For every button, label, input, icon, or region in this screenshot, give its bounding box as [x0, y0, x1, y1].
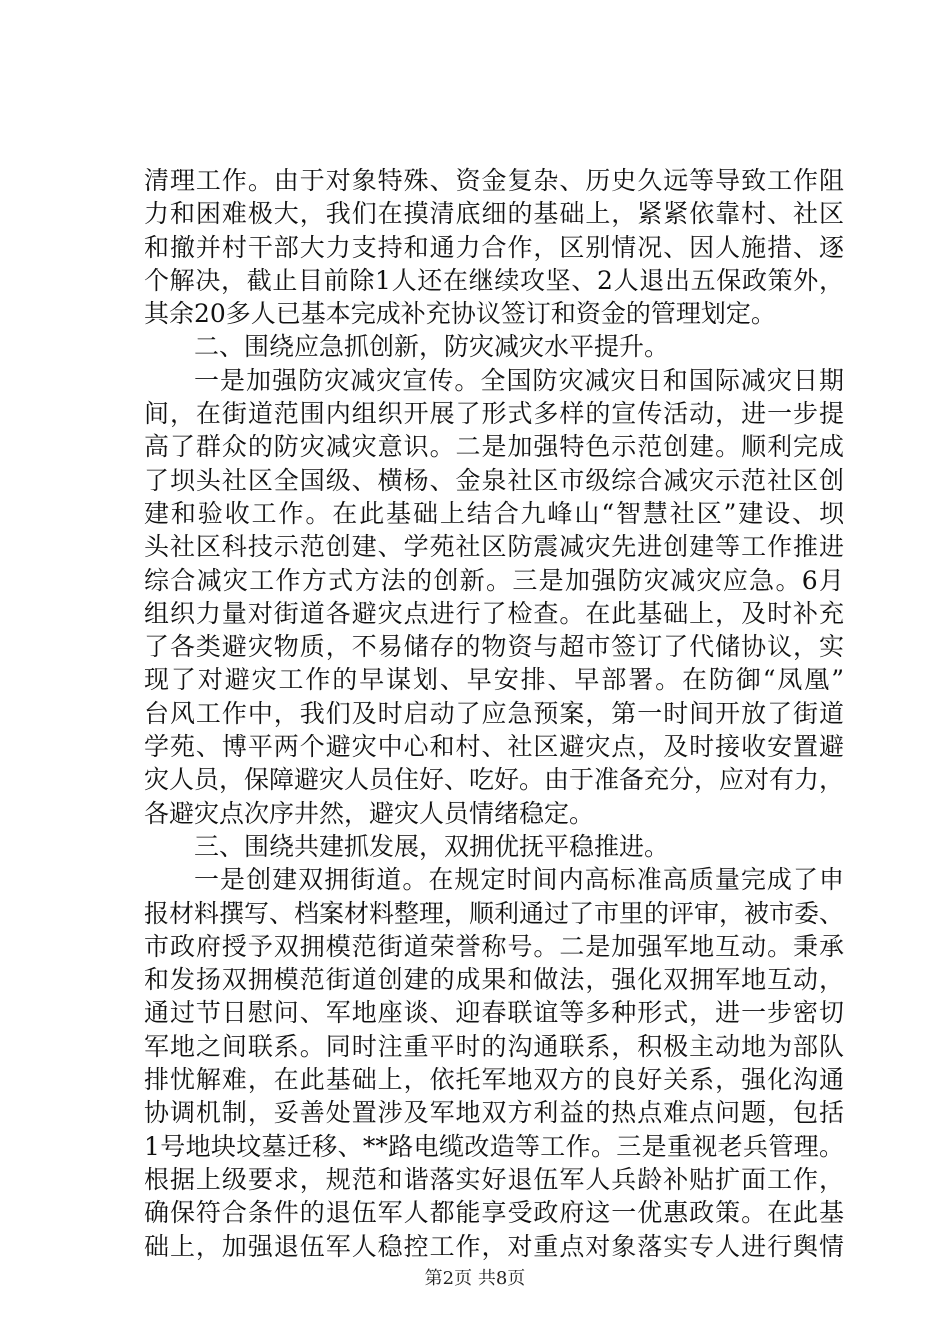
- text-line: 三、围绕共建抓发展，双拥优抚平稳推进。: [194, 831, 670, 861]
- text-line: 市政府授予双拥模范街道荣誉称号。二是加强军地互动。秉承: [144, 931, 844, 961]
- text-line: 一是创建双拥街道。在规定时间内高标准高质量完成了申: [194, 865, 844, 895]
- text-line: 协调机制，妥善处置涉及军地双方利益的热点难点问题，包括: [144, 1098, 844, 1128]
- text-line: 力和困难极大，我们在摸清底细的基础上，紧紧依靠村、社区: [144, 199, 844, 229]
- text-line: 军地之间联系。同时注重平时的沟通联系，积极主动地为部队: [144, 1031, 844, 1061]
- text-line: 灾人员，保障避灾人员住好、吃好。由于准备充分，应对有力，: [144, 765, 845, 795]
- text-line: 建和验收工作。在此基础上结合九峰山“智慧社区”建设、坝: [144, 498, 844, 528]
- text-line: 报材料撰写、档案材料整理，顺利通过了市里的评审，被市委、: [144, 898, 845, 928]
- text-line: 排忧解难，在此基础上，依托军地双方的良好关系，强化沟通: [144, 1065, 844, 1095]
- text-line: 高了群众的防灾减灾意识。二是加强特色示范创建。顺利完成: [144, 432, 844, 462]
- text-line: 二、围绕应急抓创新，防灾减灾水平提升。: [194, 332, 670, 362]
- page-footer: 第2页 共8页: [424, 1268, 526, 1289]
- text-line: 础上，加强退伍军人稳控工作，对重点对象落实专人进行舆情: [144, 1231, 844, 1261]
- text-line: 综合减灾工作方式方法的创新。三是加强防灾减灾应急。6月: [144, 565, 844, 595]
- text-line: 了坝头社区全国级、横杨、金泉社区市级综合减灾示范社区创: [144, 465, 844, 495]
- body-text: [144, 164, 844, 1263]
- text-line: 其余20多人已基本完成补充协议签订和资金的管理划定。: [144, 299, 776, 329]
- text-line: 通过节日慰问、军地座谈、迎春联谊等多种形式，进一步密切: [144, 998, 844, 1028]
- text-line: 和撤并村干部大力支持和通力合作，区别情况、因人施措、逐: [144, 232, 844, 262]
- text-line: 台风工作中，我们及时启动了应急预案，第一时间开放了街道: [144, 698, 844, 728]
- text-line: 一是加强防灾减灾宣传。全国防灾减灾日和国际减灾日期: [194, 365, 844, 395]
- text-line: 现了对避灾工作的早谋划、早安排、早部署。在防御“凤凰”: [144, 665, 844, 695]
- text-line: 组织力量对街道各避灾点进行了检查。在此基础上，及时补充: [144, 598, 844, 628]
- text-line: 根据上级要求，规范和谐落实好退伍军人兵龄补贴扩面工作，: [144, 1164, 844, 1194]
- text-line: 和发扬双拥模范街道创建的成果和做法，强化双拥军地互动，: [144, 965, 844, 995]
- text-line: 间，在街道范围内组织开展了形式多样的宣传活动，进一步提: [144, 399, 844, 429]
- text-line: 学苑、博平两个避灾中心和村、社区避灾点，及时接收安置避: [144, 732, 844, 762]
- text-line: 1号地块坟墓迁移、**路电缆改造等工作。三是重视老兵管理。: [144, 1131, 844, 1161]
- text-line: 了各类避灾物质，不易储存的物资与超市签订了代储协议，实: [144, 632, 844, 662]
- text-line: 各避灾点次序井然，避灾人员情绪稳定。: [144, 798, 595, 828]
- text-line: 确保符合条件的退伍军人都能享受政府这一优惠政策。在此基: [144, 1198, 844, 1228]
- text-line: 个解决，截止目前除1人还在继续攻坚、2人退出五保政策外，: [144, 265, 844, 295]
- text-line: 清理工作。由于对象特殊、资金复杂、历史久远等导致工作阻: [144, 166, 844, 195]
- text-line: 头社区科技示范创建、学苑社区防震减灾先进创建等工作推进: [144, 532, 844, 562]
